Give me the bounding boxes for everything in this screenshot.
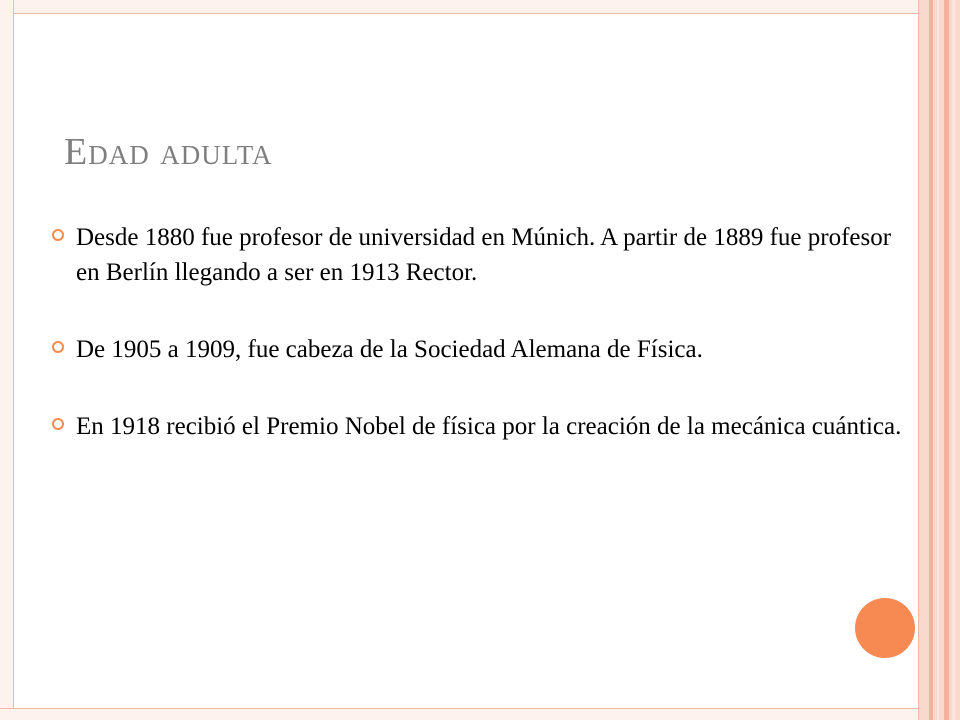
slide-title: Edad adulta [64, 131, 273, 173]
bullet-ring-icon [52, 341, 64, 353]
decorative-stripe [944, 0, 949, 720]
decorative-stripe [952, 0, 955, 720]
decorative-stripe [937, 0, 939, 720]
bullet-text: Desde 1880 fue profesor de universidad en Múnich. A partir de 1889 fue profesor en Berlín llegando a ser en 1913 Rector. [76, 224, 892, 286]
frame-top-border [0, 0, 960, 14]
bullet-list [52, 220, 910, 486]
bullet-item [52, 220, 910, 290]
bullet-ring-icon [52, 418, 64, 430]
frame-left-border [0, 0, 14, 720]
decorative-stripe [929, 0, 933, 720]
bullet-item [52, 332, 910, 367]
frame-bottom-border [0, 708, 960, 720]
bullet-text: En 1918 recibió el Premio Nobel de física por la creación de la mecánica cuántica. [76, 413, 902, 440]
bullet-item [52, 409, 910, 444]
orange-circle-icon [855, 598, 915, 658]
bullet-ring-icon [52, 229, 64, 241]
bullet-text: De 1905 a 1909, fue cabeza de la Sociedad Alemana de Física. [76, 336, 703, 363]
